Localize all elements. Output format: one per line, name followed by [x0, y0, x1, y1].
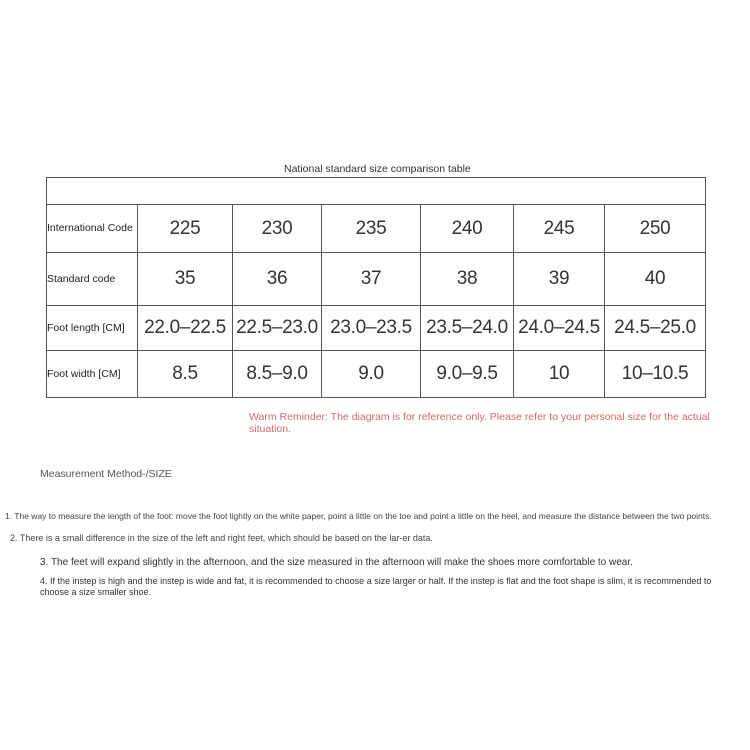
table-title-row	[47, 178, 706, 205]
table-cell: 10	[514, 351, 605, 398]
table-cell: 36	[233, 253, 322, 306]
table-cell: 35	[138, 253, 233, 306]
note-item: 2. There is a small difference in the size of the left and right feet, which should be based on the lar-er data.	[10, 533, 433, 543]
table-cell: 40	[605, 253, 706, 306]
row-label-standard-code: Standard code	[47, 253, 138, 306]
table-cell: 22.5–23.0	[233, 306, 322, 351]
table-cell: 8.5	[138, 351, 233, 398]
note-item: 3. The feet will expand slightly in the afternoon, and the size measured in the afternoon will make the shoes more comfortable to wear.	[40, 557, 633, 568]
table-cell: 245	[514, 205, 605, 253]
note-item: 4. If the instep is high and the instep is wide and fat, it is recommended to choose a size larger or half. If the instep is flat and the foot shape is slim, it is recommended to choose a size smaller shoe.	[40, 576, 712, 597]
table-row	[47, 253, 706, 306]
table-cell: 37	[322, 253, 421, 306]
table-title: National standard size comparison table	[280, 163, 478, 175]
table-cell: 22.0–22.5	[138, 306, 233, 351]
table-cell: 230	[233, 205, 322, 253]
table-row	[47, 205, 706, 253]
table-cell: 225	[138, 205, 233, 253]
table-cell: 9.0	[322, 351, 421, 398]
measurement-method-heading: Measurement Method-/SIZE	[40, 468, 172, 480]
table-row	[47, 306, 706, 351]
row-label-international-code: International Code	[47, 205, 138, 253]
table-cell: 9.0–9.5	[421, 351, 514, 398]
table-cell: 23.0–23.5	[322, 306, 421, 351]
table-cell: 24.0–24.5	[514, 306, 605, 351]
table-row	[47, 351, 706, 398]
size-comparison-table	[46, 177, 706, 398]
table-cell: 38	[421, 253, 514, 306]
warm-reminder: Warm Reminder: The diagram is for reference only. Please refer to your personal size for the actual situation.	[249, 411, 710, 435]
note-item: 1. The way to measure the length of the foot: move the foot lightly on the white paper, point a little on the toe and point a little on the heel, and measure the distance between the two points.	[5, 511, 712, 521]
table-cell: 240	[421, 205, 514, 253]
table-cell: 250	[605, 205, 706, 253]
table-cell: 10–10.5	[605, 351, 706, 398]
table-cell: 8.5–9.0	[233, 351, 322, 398]
table-cell: 23.5–24.0	[421, 306, 514, 351]
row-label-foot-length: Foot length [CM]	[47, 306, 138, 351]
table-cell: 24.5–25.0	[605, 306, 706, 351]
table-cell: 39	[514, 253, 605, 306]
row-label-foot-width: Foot width [CM]	[47, 351, 138, 398]
table-cell: 235	[322, 205, 421, 253]
